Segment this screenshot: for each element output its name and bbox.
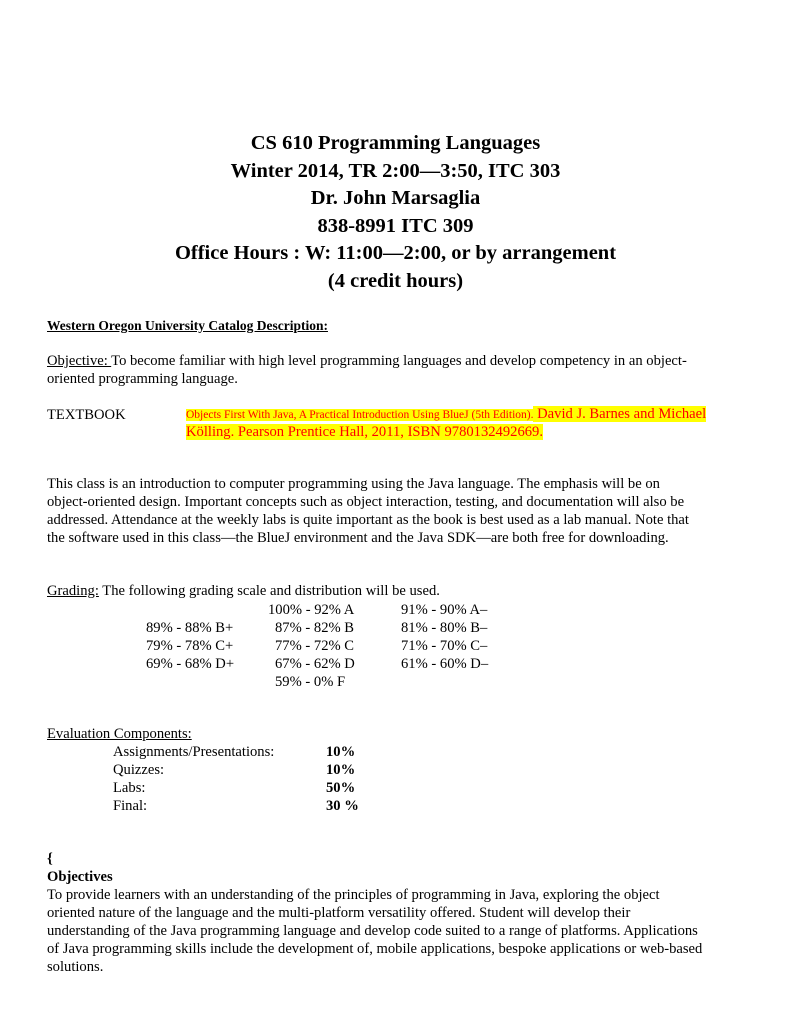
instructor-name: Dr. John Marsaglia bbox=[310, 187, 481, 209]
objectives-line-4: of Java programming skills include the development of, mobile applications, bespoke applications or web-based bbox=[47, 941, 703, 957]
grade-row-2-mid: 87% - 82% B bbox=[275, 620, 355, 636]
eval-value-final: 30 % bbox=[326, 798, 359, 814]
objective-line-1 bbox=[47, 353, 687, 371]
eval-value-assignments: 10% bbox=[326, 744, 356, 760]
textbook-authors: David J. Barnes and Michael bbox=[533, 406, 707, 422]
textbook-line-2 bbox=[186, 424, 543, 442]
eval-label-final: Final: bbox=[113, 798, 148, 814]
course-header bbox=[0, 130, 791, 295]
objective-label: Objective: bbox=[47, 353, 112, 369]
instructor-contact: 838-8991 ITC 309 bbox=[317, 214, 474, 237]
office-hours: Office Hours : W: 11:00—2:00, or by arrangement bbox=[174, 242, 617, 264]
intro-line-2: object-oriented design. Important concepts such as object interaction, testing, and documentation will also be bbox=[47, 494, 685, 510]
grade-row-4-mid: 67% - 62% D bbox=[275, 656, 355, 672]
stray-brace: { bbox=[47, 851, 53, 867]
grade-row-2-left: 89% - 88% B+ bbox=[146, 620, 234, 636]
grade-row-5-mid: 59% - 0% F bbox=[275, 674, 346, 690]
grading-label: Grading: bbox=[47, 583, 99, 599]
eval-value-labs: 50% bbox=[326, 780, 356, 796]
eval-value-quizzes: 10% bbox=[326, 762, 356, 778]
grade-row-4-right: 61% - 60% D– bbox=[401, 656, 489, 672]
textbook-publisher: Kölling. Pearson Prentice Hall, 2011, ISBN 9780132492669. bbox=[186, 424, 543, 440]
textbook-title: Objects First With Java, A Practical Introduction Using BlueJ (5th Edition). bbox=[186, 409, 534, 421]
eval-label-assignments: Assignments/Presentations: bbox=[113, 744, 275, 760]
grade-row-2-right: 81% - 80% B– bbox=[401, 620, 488, 636]
intro-line-4: the software used in this class—the BlueJ environment and the Java SDK—are both free for downloading. bbox=[47, 530, 669, 546]
objectives-line-5: solutions. bbox=[47, 959, 104, 975]
objective-text-1: To become familiar with high level programming languages and develop competency in an object- bbox=[111, 353, 687, 369]
textbook-line-1 bbox=[186, 406, 706, 425]
objective-line-2: oriented programming language. bbox=[47, 371, 238, 387]
eval-label-labs: Labs: bbox=[113, 780, 146, 796]
objectives-line-1: To provide learners with an understanding of the principles of programming in Java, exploring the object bbox=[47, 887, 660, 903]
objectives-heading: Objectives bbox=[47, 869, 113, 885]
grade-row-1-mid: 100% - 92% A bbox=[268, 602, 355, 618]
course-schedule: Winter 2014, TR 2:00—3:50, ITC 303 bbox=[230, 159, 561, 182]
textbook-label: TEXTBOOK bbox=[47, 407, 126, 423]
grading-intro bbox=[47, 583, 440, 601]
evaluation-heading: Evaluation Components: bbox=[47, 726, 192, 742]
objectives-line-2: oriented nature of the language and the multi-platform versatility offered. Student will develop their bbox=[47, 905, 631, 921]
grade-row-3-left: 79% - 78% C+ bbox=[146, 638, 234, 654]
credit-hours: (4 credit hours) bbox=[327, 269, 464, 292]
grade-row-1-right: 91% - 90% A– bbox=[401, 602, 488, 618]
grade-row-4-left: 69% - 68% D+ bbox=[146, 656, 235, 672]
objectives-line-3: understanding of the Java programming language and develop code suited to a range of platforms. Applications bbox=[47, 923, 698, 939]
eval-label-quizzes: Quizzes: bbox=[113, 762, 165, 778]
grade-row-3-mid: 77% - 72% C bbox=[275, 638, 355, 654]
grading-text: The following grading scale and distribution will be used. bbox=[98, 583, 440, 599]
grade-row-3-right: 71% - 70% C– bbox=[401, 638, 488, 654]
intro-line-3: addressed. Attendance at the weekly labs is quite important as the book is best used as a lab manual. Note that bbox=[47, 512, 689, 528]
intro-line-1: This class is an introduction to computer programming using the Java language. The emphasis will be on bbox=[47, 476, 660, 492]
catalog-heading: Western Oregon University Catalog Description: bbox=[47, 318, 328, 333]
course-title: CS 610 Programming Languages bbox=[250, 132, 541, 154]
